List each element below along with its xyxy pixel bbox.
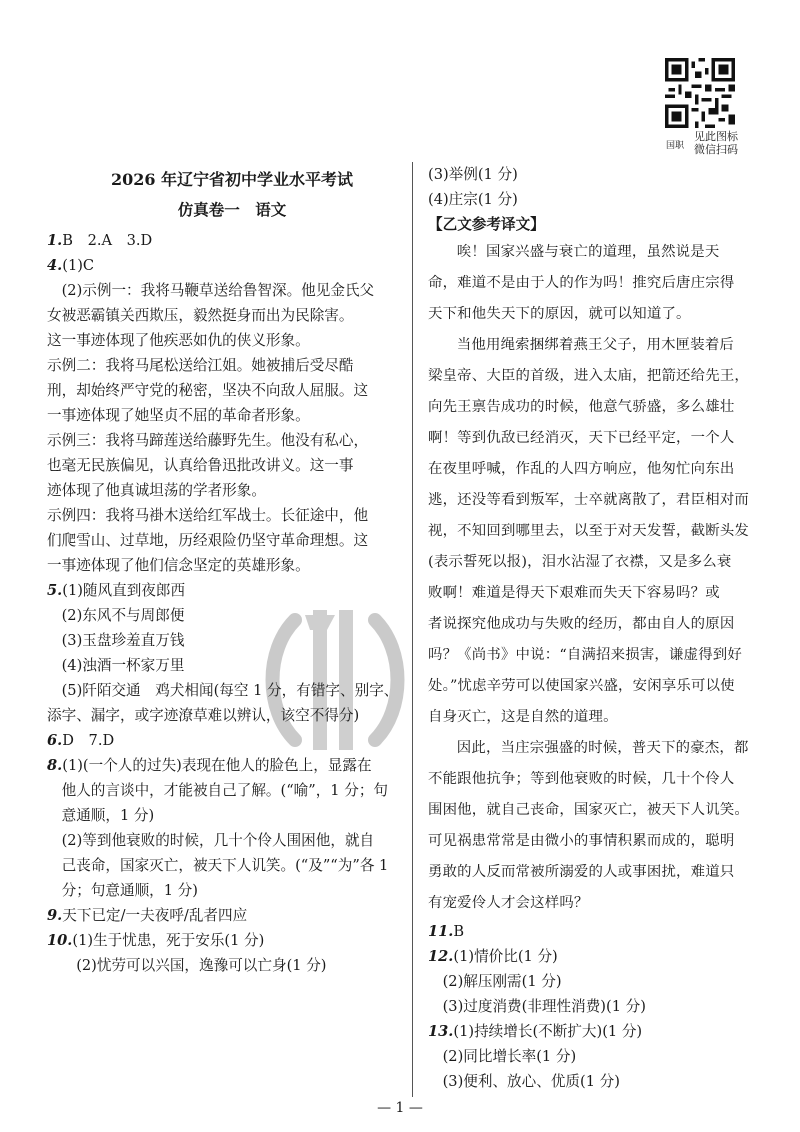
answer-line [428, 969, 763, 994]
answer-text: (3)便利、放心、优质(1 分) [442, 1073, 620, 1090]
answer-text: 一事迹体现了他们信念坚定的英雄形象。 [47, 557, 310, 574]
left-column [47, 162, 397, 978]
translation-line: 可见祸患常常是由微小的事情积累而成的，聪明 [428, 833, 735, 849]
answer-text: (1)情价比(1 分) [453, 948, 558, 965]
answer-line [47, 903, 397, 928]
answer-line [428, 187, 763, 212]
question-number: 1. [47, 232, 63, 249]
answer-text: B 2.A 3.D [62, 232, 153, 249]
answer-line [428, 1044, 763, 1069]
translation-line: 梁皇帝、大臣的首级，进入太庙，把箭还给先王， [428, 368, 749, 384]
answer-text: 他人的言谈中，才能被自己了解。(“喻”，1 分；句 [61, 782, 389, 799]
answer-line [47, 253, 397, 278]
question-number: 12. [428, 948, 454, 965]
answer-line [47, 478, 397, 503]
answer-text: (2)解压刚需(1 分) [442, 973, 562, 990]
answer-text: 刑，却始终严守党的秘密，坚决不向敌人屈服。这 [47, 382, 369, 399]
qr-caption [668, 130, 738, 156]
answer-line [47, 328, 397, 353]
answer-text: 一事迹体现了她坚贞不屈的革命者形象。 [47, 407, 310, 424]
answer-text: 分；句意通顺，1 分) [61, 882, 198, 899]
answer-line [47, 803, 397, 828]
answer-line [47, 878, 397, 903]
answer-line [428, 1019, 763, 1044]
page-number: — 1 — [377, 1100, 423, 1116]
answer-line [47, 753, 397, 778]
answer-text: (3)过度消费(非理性消费)(1 分) [442, 998, 646, 1015]
answer-text: (3)举例(1 分) [428, 166, 518, 183]
qr-code-icon[interactable] [665, 58, 735, 128]
answer-line [47, 453, 397, 478]
answer-text: 天下已定/一夫夜呼/乱者四应 [62, 907, 248, 924]
answer-text: (2)东风不与周郎便 [61, 607, 185, 624]
answer-text: (1)生于忧患，死于安乐(1 分) [72, 932, 265, 949]
translation-line: 勇敢的人反而常被所溺爱的人或事困扰，难道只 [428, 864, 735, 880]
answer-text: 迹体现了他真诚坦荡的学者形象。 [47, 482, 266, 499]
question-number: 8. [47, 757, 63, 774]
answer-line [428, 944, 763, 969]
translation-passage [428, 237, 763, 919]
answer-text: (4)浊酒一杯家万里 [61, 657, 185, 674]
answer-text: 添字、漏字，或字迹潦草难以辨认，该空不得分) [47, 707, 360, 724]
answer-text: (2)等到他衰败的时候，几十个伶人围困他，就自 [61, 832, 375, 849]
question-number: 4. [47, 257, 63, 274]
translation-line: 向先王禀告成功的时候，他意气骄盛，多么雄壮 [428, 399, 735, 415]
translation-line: 者说探究他成功与失败的经历，都由自人的原因 [428, 616, 735, 632]
question-number: 5. [47, 582, 63, 599]
translation-line: 有宠爱伶人才会这样吗？ [428, 895, 589, 911]
answer-text: 示例四：我将马褂木送给红军战士。长征途中，他 [47, 507, 369, 524]
answer-text: 这一事迹体现了他疾恶如仇的侠义形象。 [47, 332, 310, 349]
qr-logo-text: 国职 [666, 141, 685, 151]
answer-text: 示例三：我将马蹄莲送给藤野先生。他没有私心， [47, 432, 369, 449]
translation-line: 啊！等到仇敌已经消灭，天下已经平定，一个人 [428, 430, 735, 446]
answer-text: (5)阡陌交通 鸡犬相闻(每空 1 分，有错字、别字、 [61, 682, 399, 699]
answer-text: 【乙文参考译文】 [428, 216, 545, 233]
answer-text: 己丧命，国家灭亡，被天下人讥笑。(“及”“为”各 1 [61, 857, 389, 874]
translation-line: 不能跟他抗争；等到他衰败的时候，几十个伶人 [428, 771, 735, 787]
right-column [428, 162, 763, 1094]
question-number: 9. [47, 907, 63, 924]
answer-line [47, 628, 397, 653]
translation-line: 处。”忧虑辛劳可以使国家兴盛，安闲享乐可以使 [428, 678, 735, 694]
question-number: 6. [47, 732, 63, 749]
right-answer-list-bottom [428, 919, 763, 1094]
answer-line [47, 503, 397, 528]
translation-line: 败啊！难道是得天下艰难而失天下容易吗？或 [428, 585, 720, 601]
answer-line [47, 703, 397, 728]
answer-text: (1)(一个人的过失)表现在他人的脸色上，显露在 [62, 757, 372, 774]
answer-line [47, 778, 397, 803]
question-number: 10. [47, 932, 73, 949]
translation-line: 在夜里呼喊，作乱的人四方响应，他匆忙向东出 [428, 461, 735, 477]
answer-line [428, 1069, 763, 1094]
answer-line [428, 919, 763, 944]
answer-line [47, 428, 397, 453]
column-divider [412, 162, 413, 1097]
exam-title: 2026 年辽宁省初中学业水平考试 [110, 170, 354, 189]
answer-line [47, 403, 397, 428]
answer-line [47, 303, 397, 328]
answer-text: (2)示例一：我将马鞭草送给鲁智深。他见金氏父 [61, 282, 375, 299]
answer-text: 也毫无民族偏见，认真给鲁迅批改讲义。这一事 [47, 457, 354, 474]
translation-line: (表示誓死以报)，泪水沾湿了衣襟，又是多么衰 [428, 554, 732, 570]
translation-line: 视，不知回到哪里去，以至于对天发誓，截断头发 [428, 523, 749, 539]
answer-text: (2)同比增长率(1 分) [442, 1048, 577, 1065]
answer-text: D 7.D [62, 732, 115, 749]
translation-line: 吗？《尚书》中说：“自满招来损害，谦虚得到好 [428, 647, 742, 663]
left-answer-list [47, 228, 397, 978]
answer-text: (1)C [62, 257, 95, 274]
answer-line [428, 162, 763, 187]
answer-text: 意通顺，1 分) [61, 807, 155, 824]
answer-line [47, 678, 397, 703]
answer-text: (1)随风直到夜郎西 [62, 582, 186, 599]
answer-text: (2)忧劳可以兴国，逸豫可以亡身(1 分) [76, 957, 327, 974]
qr-caption-line1: 见此图标 [694, 130, 738, 143]
question-number: 13. [428, 1023, 454, 1040]
answer-line [47, 378, 397, 403]
answer-line [47, 228, 397, 253]
answer-line [47, 353, 397, 378]
answer-line [47, 953, 397, 978]
exam-subtitle: 仿真卷一 语文 [177, 200, 287, 219]
answer-line [47, 728, 397, 753]
question-number: 11. [428, 923, 454, 940]
answer-text: (3)玉盘珍羞直万钱 [61, 632, 185, 649]
answer-text: 女被恶霸镇关西欺压，毅然挺身而出为民除害。 [47, 307, 354, 324]
translation-line: 逃，还没等看到叛军，士卒就离散了，君臣相对而 [428, 492, 749, 508]
answer-line [47, 603, 397, 628]
translation-line: 天下和他失天下的原因，就可以知道了。 [428, 306, 691, 322]
translation-line: 当他用绳索捆绑着燕王父子，用木匣装着后 [456, 337, 735, 353]
answer-line [47, 928, 397, 953]
translation-line: 围困他，就自己丧命，国家灭亡，被天下人讥笑。 [428, 802, 749, 818]
answer-text: 示例二：我将马尾松送给江姐。她被捕后受尽酷 [47, 357, 354, 374]
answer-line [47, 853, 397, 878]
answer-text: 们爬雪山、过草地，历经艰险仍坚守革命理想。这 [47, 532, 369, 549]
translation-line: 因此，当庄宗强盛的时候，普天下的豪杰，都 [456, 740, 749, 756]
answer-line [47, 653, 397, 678]
answer-line [428, 212, 763, 237]
qr-caption-line2: 微信扫码 [694, 143, 738, 156]
right-answer-list-top [428, 162, 763, 237]
answer-line [47, 528, 397, 553]
answer-line [47, 553, 397, 578]
answer-line [47, 278, 397, 303]
translation-line: 唉！国家兴盛与衰亡的道理，虽然说是天 [456, 244, 720, 260]
answer-line [428, 994, 763, 1019]
answer-line [47, 578, 397, 603]
answer-text: (1)持续增长(不断扩大)(1 分) [453, 1023, 643, 1040]
translation-line: 命，难道不是由于人的作为吗！推究后唐庄宗得 [428, 275, 735, 291]
translation-line: 自身灭亡，这是自然的道理。 [428, 709, 618, 725]
answer-text: (4)庄宗(1 分) [428, 191, 518, 208]
answer-text: B [453, 923, 465, 940]
answer-line [47, 828, 397, 853]
